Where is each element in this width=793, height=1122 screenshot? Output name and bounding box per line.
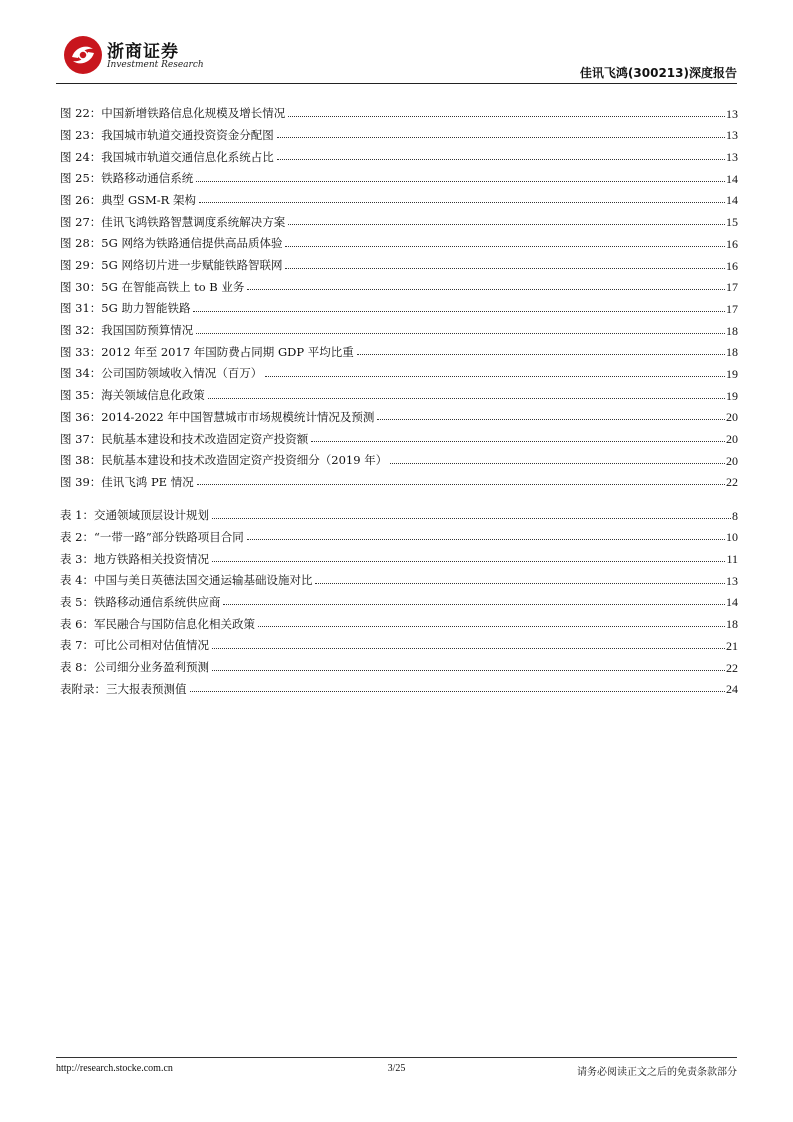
page-number: 3/25 (387, 1063, 406, 1074)
toc-table-row[interactable] (60, 543, 738, 565)
table-list (60, 500, 738, 695)
dot-leader (193, 311, 725, 312)
toc-figure-row[interactable] (60, 185, 738, 207)
dot-leader (285, 268, 725, 269)
dot-leader (311, 441, 725, 442)
toc-entry-page: 13 (726, 106, 738, 121)
toc-entry-page: 21 (726, 638, 738, 653)
toc-figure-row[interactable] (60, 293, 738, 315)
toc-figure-row[interactable] (60, 250, 738, 272)
dot-leader (212, 561, 725, 562)
toc-entry-page: 16 (726, 258, 738, 273)
toc-entry-title: 表附录：三大报表预测值 (60, 681, 187, 696)
toc-entry-title: 表 7：可比公司相对估值情况 (60, 638, 209, 653)
toc-table-row[interactable] (60, 565, 738, 587)
toc-entry-page: 18 (726, 617, 738, 632)
toc-figure-row[interactable] (60, 228, 738, 250)
toc-entry-title: 图 26：典型 GSM-R 架构 (60, 192, 196, 207)
toc-entry-title: 图 32：我国国防预算情况 (60, 323, 194, 338)
toc-entry-page: 14 (726, 595, 738, 610)
toc-figure-row[interactable] (60, 445, 738, 467)
toc-figure-row[interactable] (60, 423, 738, 445)
toc-entry-page: 20 (726, 410, 738, 425)
logo-chinese-name: 浙商证券 (107, 42, 179, 62)
footer-disclaimer: 请务必阅读正文之后的免责条款部分 (577, 1067, 737, 1078)
toc-entry-title: 图 35：海关领域信息化政策 (60, 388, 205, 403)
toc-figure-row[interactable] (60, 163, 738, 185)
dot-leader (212, 648, 725, 649)
toc-entry-title: 图 30：5G 在智能高铁上 to B 业务 (60, 279, 245, 294)
toc-entry-page: 11 (726, 552, 738, 567)
dot-leader (277, 159, 725, 160)
dot-leader (212, 670, 725, 671)
toc-entry-title: 图 37：民航基本建设和技术改造固定资产投资额 (60, 431, 309, 446)
toc-entry-title: 表 3：地方铁路相关投资情况 (60, 551, 209, 566)
toc-entry-title: 图 28：5G 网络为铁路通信提供高品质体验 (60, 236, 283, 251)
dot-leader (247, 539, 725, 540)
toc-entry-title: 图 23：我国城市轨道交通投资资金分配图 (60, 127, 274, 142)
toc-figure-row[interactable] (60, 358, 738, 380)
toc-entry-page: 15 (726, 215, 738, 230)
toc-figure-row[interactable] (60, 120, 738, 142)
toc-entry-page: 17 (726, 280, 738, 295)
toc-entry-page: 22 (726, 660, 738, 675)
toc-entry-title: 表 6：军民融合与国防信息化相关政策 (60, 616, 255, 631)
toc-entry-title: 表 2：“一带一路”部分铁路项目合同 (60, 529, 244, 544)
toc-figure-row[interactable] (60, 206, 738, 228)
company-logo (63, 35, 204, 77)
dot-leader (247, 289, 725, 290)
toc-entry-title: 图 31：5G 助力智能铁路 (60, 301, 191, 316)
dot-leader (277, 137, 725, 138)
toc-entry-title: 图 29：5G 网络切片进一步赋能铁路智联网 (60, 258, 283, 272)
footer-divider (56, 1057, 737, 1058)
toc-entry-page: 19 (726, 366, 738, 381)
toc-entry-page: 14 (726, 171, 738, 186)
toc-entry-title: 表 4：中国与美日英德法国交通运输基础设施对比 (60, 573, 313, 588)
footer-url-link[interactable]: http://research.stocke.com.cn (56, 1063, 173, 1074)
toc-entry-page: 19 (726, 388, 738, 403)
dot-leader (357, 354, 725, 355)
toc-entry-title: 图 38：民航基本建设和技术改造固定资产投资细分（2019 年） (60, 453, 388, 468)
toc-table-row[interactable] (60, 522, 738, 544)
toc-entry-page: 13 (726, 573, 738, 588)
dot-leader (212, 518, 731, 519)
toc-entry-page: 24 (726, 682, 738, 697)
toc-table-row[interactable] (60, 630, 738, 652)
toc-figure-row[interactable] (60, 380, 738, 402)
toc-entry-page: 17 (726, 301, 738, 316)
toc-entry-title: 表 1：交通领域顶层设计规划 (60, 508, 209, 523)
dot-leader (199, 202, 725, 203)
toc-table-row[interactable] (60, 674, 738, 696)
toc-table-row[interactable] (60, 608, 738, 630)
toc-entry-page: 20 (726, 432, 738, 446)
toc-entry-title: 表 5：铁路移动通信系统供应商 (60, 594, 221, 609)
dot-leader (288, 224, 725, 225)
report-title: 佳讯飞鸿(300213)深度报告 (579, 66, 737, 80)
toc-entry-title: 图 22：中国新增铁路信息化规模及增长情况 (60, 106, 286, 121)
toc-table-row[interactable] (60, 587, 738, 609)
toc-table-row[interactable] (60, 652, 738, 674)
dot-leader (390, 463, 725, 464)
dot-leader (190, 691, 726, 692)
toc-figure-row[interactable] (60, 141, 738, 163)
dot-leader (196, 333, 725, 334)
toc-entry-page: 22 (726, 475, 738, 490)
toc-entry-page: 10 (726, 530, 738, 545)
toc-entry-page: 18 (726, 323, 738, 338)
dot-leader (377, 419, 725, 420)
toc-entry-page: 20 (726, 453, 738, 468)
toc-entry-page: 8 (732, 508, 738, 523)
toc-entry-title: 图 33：2012 年至 2017 年国防费占同期 GDP 平均比重 (60, 344, 354, 359)
figure-list (60, 98, 738, 488)
dot-leader (196, 181, 725, 182)
dot-leader (223, 604, 725, 605)
dot-leader (208, 398, 725, 399)
toc-entry-page: 14 (726, 193, 738, 208)
dot-leader (197, 484, 725, 485)
toc-entry-page: 13 (726, 150, 738, 165)
dot-leader (288, 116, 725, 117)
toc-figure-row[interactable] (60, 315, 738, 337)
toc-figure-row[interactable] (60, 98, 738, 120)
toc-entry-page: 18 (726, 345, 738, 360)
toc-entry-title: 表 8：公司细分业务盈利预测 (60, 660, 209, 674)
dot-leader (258, 626, 725, 627)
toc-figure-row[interactable] (60, 337, 738, 359)
toc-figure-row[interactable] (60, 467, 738, 489)
toc-entry-title: 图 27：佳讯飞鸿铁路智慧调度系统解决方案 (60, 214, 286, 229)
toc-entry-title: 图 25：铁路移动通信系统 (60, 171, 194, 186)
toc-entry-title: 图 39：佳讯飞鸿 PE 情况 (60, 474, 194, 489)
toc-entry-title: 图 24：我国城市轨道交通信息化系统占比 (60, 149, 274, 164)
toc-entry-page: 16 (726, 236, 738, 251)
toc-figure-row[interactable] (60, 272, 738, 294)
dot-leader (315, 583, 725, 584)
logo-mark-icon (63, 35, 103, 75)
toc-entry-title: 图 34：公司国防领域收入情况（百万） (60, 366, 263, 381)
toc-table-row[interactable] (60, 500, 738, 522)
header-divider (56, 83, 737, 84)
logo-english-name: Investment Research (107, 60, 204, 70)
toc-entry-page: 13 (726, 128, 738, 143)
toc-figure-row[interactable] (60, 402, 738, 424)
toc-entry-title: 图 36：2014-2022 年中国智慧城市市场规模统计情况及预测 (60, 409, 375, 424)
dot-leader (285, 246, 725, 247)
dot-leader (265, 376, 725, 377)
